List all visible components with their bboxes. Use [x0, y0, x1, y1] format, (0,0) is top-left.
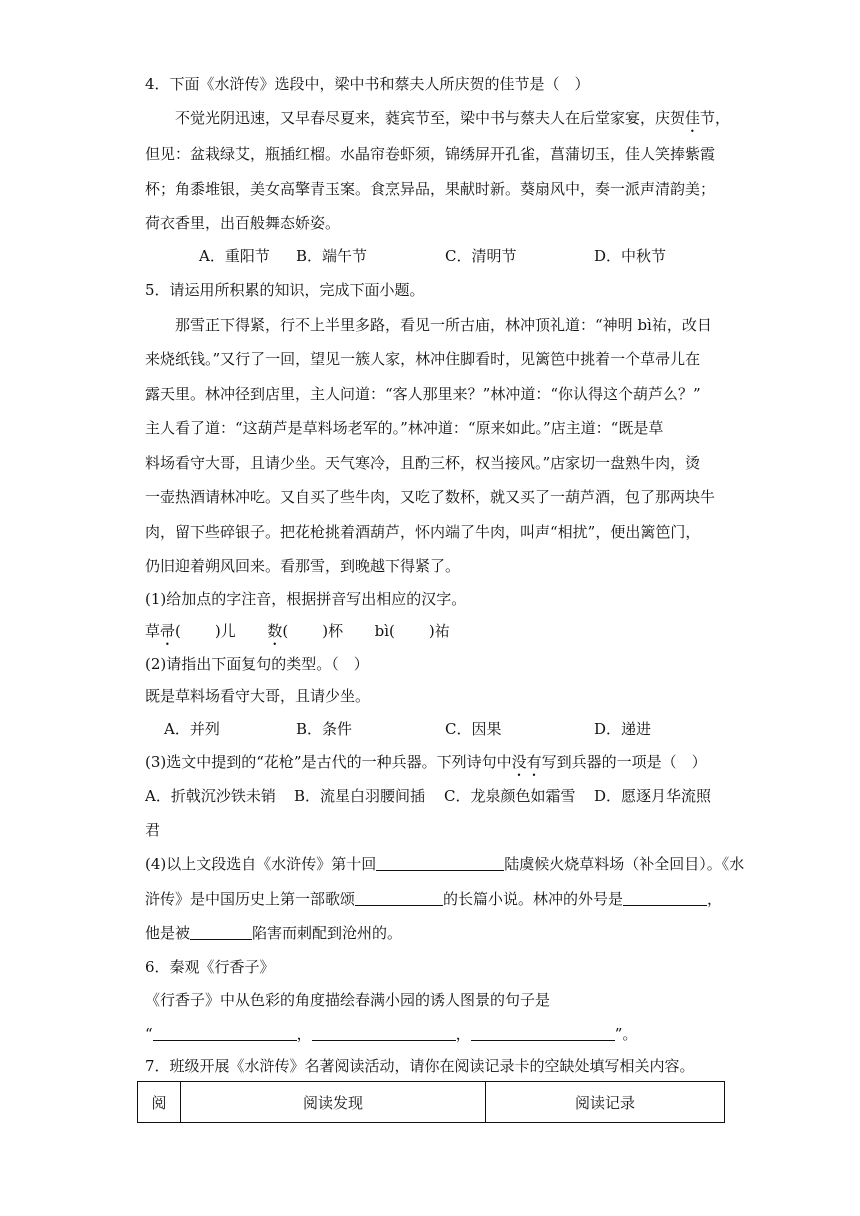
q5-sub2-option-d[interactable]: D．递进: [594, 720, 652, 738]
dotted-words-meiyou: 没有: [511, 753, 542, 771]
blank-verse-2[interactable]: [312, 1024, 456, 1041]
q4-passage-line-2: 但见：盆栽绿艾，瓶插红榴。水晶帘卷虾须，锦绣屏开孔雀，菖蒲切玉，佳人笑捧紫霞: [145, 145, 716, 163]
q4-stem: 4．下面《水浒传》选段中，梁中书和蔡夫人所庆贺的佳节是（ ）: [145, 75, 590, 93]
dotted-char-shu: 数: [267, 622, 283, 640]
q5-sub2-option-b[interactable]: B．条件: [296, 720, 353, 738]
q5-passage-line-3: 露天里。林冲径到店里，主人问道：“客人那里来？”林冲道：“你认得这个葫芦么？”: [145, 385, 701, 403]
q5-passage-line-6: 一壶热酒请林冲吃。又自买了些牛肉，又吃了数杯，就又买了一葫芦酒，包了那两块牛: [145, 488, 716, 506]
q4-option-d[interactable]: D．中秋节: [594, 247, 667, 265]
q5-sub3-option-d[interactable]: D．愿逐月华流照: [594, 787, 712, 805]
q5-passage-line-5: 料场看守大哥，且请少坐。天气寒冷，且酌三杯，权当接风。”店家切一盘熟牛肉，烫: [145, 454, 701, 472]
q6-answer-line: “ ， ， ”。: [145, 1025, 638, 1043]
q5-sub4-line-1: (4)以上文段选自《水浒传》第十回 陆虞候火烧草料场（补全回目）。《水: [145, 855, 745, 873]
table-header-cell: 阅: [138, 1082, 181, 1123]
q5-sub2-stem: (2)请指出下面复句的类型。（ ）: [145, 655, 369, 673]
q4-passage-line-1: 不觉光阴迅速，又早春尽夏来，蕤宾节至，梁中书与蔡夫人在后堂家宴，庆贺佳节，: [175, 109, 731, 127]
q5-sub2-sentence: 既是草料场看守大哥，且请少坐。: [145, 687, 371, 705]
q5-passage-line-4: 主人看了道：“这葫芦是草料场老军的。”林冲道：“原来如此。”店主道：“既是草: [145, 419, 664, 437]
q6-prompt: 《行香子》中从色彩的角度描绘春满小园的诱人图景的句子是: [145, 991, 551, 1009]
q4-option-a[interactable]: A．重阳节: [199, 247, 270, 265]
q5-passage-line-7: 肉，留下些碎银子。把花枪挑着酒葫芦，怀内端了牛肉，叫声“相扰”，便出篱笆门，: [145, 523, 701, 541]
blank-nickname[interactable]: [623, 889, 707, 906]
q5-sub3-option-c[interactable]: C．龙泉颜色如霜雪: [444, 787, 576, 805]
q5-passage-line-2: 来烧纸钱。”又行了一回，望见一簇人家，林冲住脚看时，见篱笆中挑着一个草帚儿在: [145, 350, 701, 368]
q5-stem: 5．请运用所积累的知识，完成下面小题。: [145, 281, 425, 299]
q6-stem: 6．秦观《行香子》: [145, 958, 275, 976]
q5-sub3-option-d-wrap: 君: [145, 821, 161, 839]
q5-sub1-items: 草帚( )儿 数( )杯 bì( )祐: [145, 622, 450, 640]
q4-dotted-char: 佳: [685, 109, 701, 127]
q5-passage-line-1: 那雪正下得紧，行不上半里多路，看见一所古庙，林冲顶礼道：“神明 bì祐，改日: [175, 316, 712, 334]
q5-sub2-option-c[interactable]: C．因果: [445, 720, 502, 738]
blank-verse-1[interactable]: [153, 1024, 297, 1041]
blank-theme[interactable]: [355, 889, 443, 906]
blank-villain[interactable]: [190, 923, 252, 940]
table-header-cell: 阅读发现: [181, 1082, 486, 1123]
q5-sub3-option-a[interactable]: A．折戟沉沙铁未销: [145, 787, 276, 805]
dotted-char-zhou: 帚: [160, 622, 176, 640]
table-header-cell: 阅读记录: [486, 1082, 725, 1123]
reading-record-table: [137, 1081, 725, 1123]
q5-passage-line-8: 仍旧迎着朔风回来。看那雪，到晚越下得紧了。: [145, 557, 461, 575]
q4-option-b[interactable]: B．端午节: [296, 247, 368, 265]
blank-chapter-title[interactable]: [376, 854, 504, 871]
q7-stem: 7．班级开展《水浒传》名著阅读活动，请你在阅读记录卡的空缺处填写相关内容。: [145, 1057, 695, 1075]
q4-option-c[interactable]: C．清明节: [445, 247, 517, 265]
q5-sub3-stem: (3)选文中提到的“花枪”是古代的一种兵器。下列诗句中没有写到兵器的一项是（ ）: [145, 753, 707, 771]
q5-sub2-option-a[interactable]: A．并列: [164, 720, 220, 738]
q5-sub3-option-b[interactable]: B．流星白羽腰间插: [294, 787, 426, 805]
blank-verse-3[interactable]: [471, 1024, 615, 1041]
q5-sub1-stem: (1)给加点的字注音，根据拼音写出相应的汉字。: [145, 590, 467, 608]
q4-passage-line-4: 荷衣香里，出百般舞态娇姿。: [145, 214, 341, 232]
q4-passage-line-3: 杯；角黍堆银，美女高擎青玉案。食烹异品，果献时新。葵扇风中，奏一派声清韵美；: [145, 180, 716, 198]
q5-sub4-line-2: 浒传》是中国历史上第一部歌颂 的长篇小说。林冲的外号是 ，: [145, 890, 723, 908]
table-row: [138, 1082, 725, 1123]
q5-sub4-line-3: 他是被 陷害而刺配到沧州的。: [145, 924, 403, 942]
